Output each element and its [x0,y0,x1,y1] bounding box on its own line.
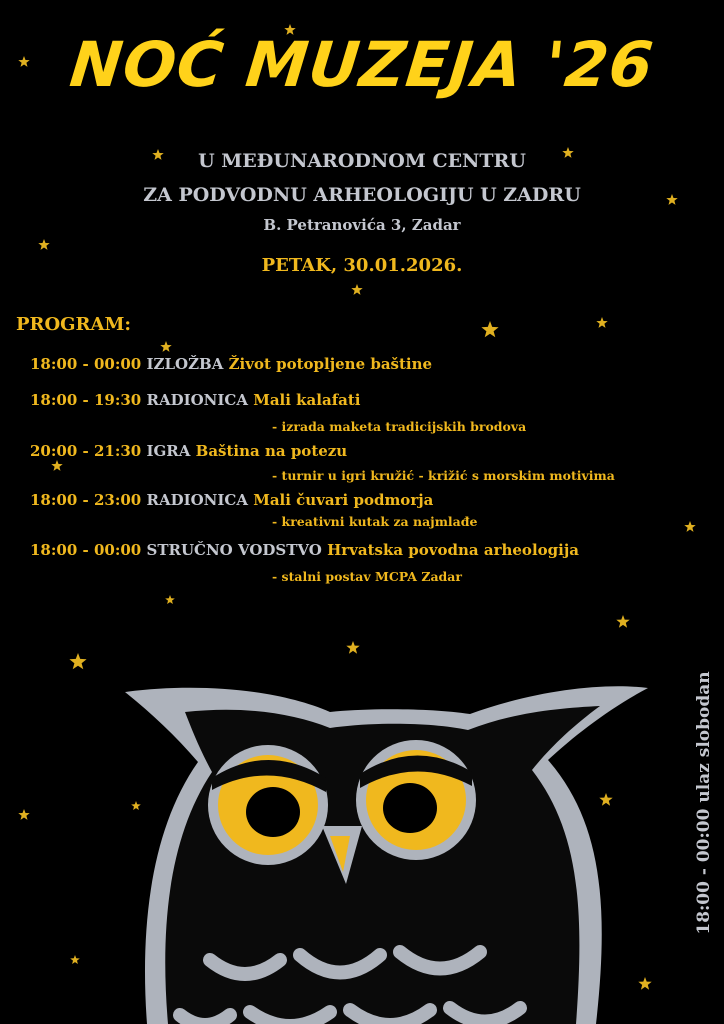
program-item [30,391,361,409]
program-description: - stalni postav MCPA Zadar [272,569,462,584]
program-time: 18:00 - 00:00 [30,541,142,559]
program-item [30,442,347,460]
venue-address: B. Petranovića 3, Zadar [263,216,461,234]
star-icon [160,341,171,352]
star-icon [481,321,498,337]
program-description: - kreativni kutak za najmlađe [272,514,478,529]
venue-line-1: U MEĐUNARODNOM CENTRU [198,150,526,172]
program-time: 18:00 - 23:00 [30,491,142,509]
venue-line-2: ZA PODVODNU ARHEOLOGIJU U ZADRU [143,184,581,206]
owl-icon [0,640,690,1024]
program-title: Baština na potezu [195,442,348,460]
star-icon [684,521,695,532]
program-time: 18:00 - 19:30 [30,391,142,409]
program-item [30,355,432,373]
program-title: Mali kalafati [253,391,361,409]
star-icon [165,595,175,604]
program-type: IGRA [146,442,191,460]
free-entry-note: 18:00 - 00:00 ulaz slobodan [694,671,714,935]
star-icon [51,460,62,471]
program-type: STRUČNO VODSTVO [146,541,322,559]
program-type: RADIONICA [146,491,248,509]
program-type: IZLOŽBA [146,355,224,373]
program-time: 20:00 - 21:30 [30,442,142,460]
program-heading: PROGRAM: [16,314,132,335]
star-icon [616,615,629,628]
program-item [30,541,579,559]
program-title: Mali čuvari podmorja [253,491,434,509]
star-icon [596,317,607,328]
program-description: - turnir u igri kružić - križić s morskim motivima [272,468,615,483]
program-type: RADIONICA [146,391,248,409]
program-title: Hrvatska povodna arheologija [327,541,579,559]
star-icon [38,239,49,250]
program-item [30,491,433,509]
event-date: PETAK, 30.01.2026. [261,255,463,276]
program-title: Život potopljene baštine [228,355,433,373]
program-description: - izrada maketa tradicijskih brodova [272,419,527,434]
program-time: 18:00 - 00:00 [30,355,142,373]
poster-title: NOĆ MUZEJA '26 [66,28,658,101]
star-icon [351,284,362,295]
